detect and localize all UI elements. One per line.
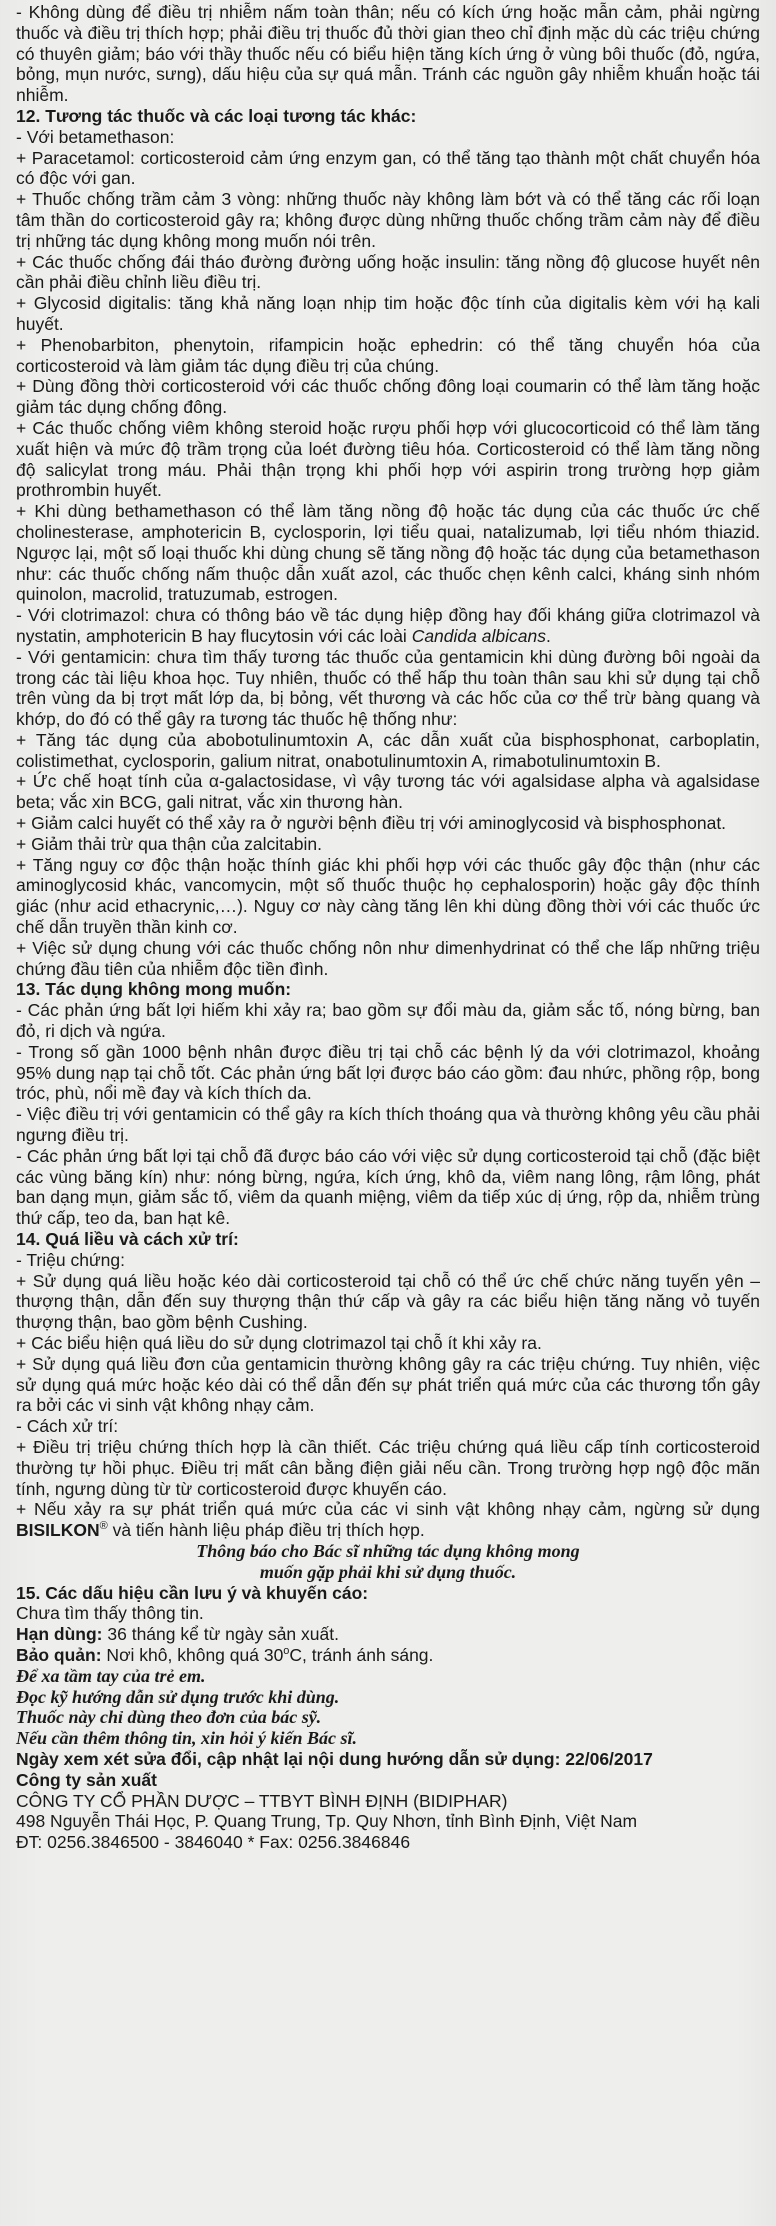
warning-line: Đọc kỹ hướng dẫn sử dụng trước khi dùng. (16, 1686, 340, 1707)
storage-value: Nơi khô, không quá 30 (101, 1644, 284, 1665)
shelf-life-value: 36 tháng kể từ ngày sản xuất. (102, 1624, 339, 1645)
sec12-item: - Với betamethason: (16, 126, 175, 147)
sec13-item: - Việc điều trị với gentamicin có thể gây ra kích thích thoáng qua và thường không yêu cầu phải ngưng điều trị. (16, 1104, 760, 1146)
doctor-notice-line: muốn gặp phải khi sử dụng thuốc. (259, 1561, 517, 1582)
candida-name: Candida albicans (411, 625, 546, 646)
registered-mark: ® (99, 1520, 108, 1533)
sec12-item: + Giảm calci huyết có thể xảy ra ở người bệnh điều trị với aminoglycosid và bisphosphonat. (16, 813, 727, 834)
sec12-item: + Glycosid digitalis: tăng khả năng loạn nhịp tim hoặc độc tính của digitalis kèm với hạ kali huyết. (16, 293, 760, 334)
sec14-item: + Điều trị triệu chứng thích hợp là cần thiết. Các triệu chứng quá liều cấp tính corticosteroid thường tự hồi phục. Điều trị mất cân bằng điện giải nếu cần. Trong trường hợp ngộ độc mãn tính, ngưng dùng từ từ corticosteroid được khuyến cáo. (16, 1436, 760, 1499)
sec12-item: + Thuốc chống trầm cảm 3 vòng: những thuốc này không làm bớt và có thể tăng các rối loạn tâm thần do corticosteroid gây ra; không được dùng những thuốc chống trầm cảm này để điều trị những tác dụng không mong muốn nói trên. (16, 189, 760, 251)
sec14-item: + Sử dụng quá liều hoặc kéo dài corticosteroid tại chỗ có thể ức chế chức năng tuyến yên – thượng thận, dẫn đến suy thượng thận thứ cấp và gây ra các biểu hiện tăng năng vỏ tuyến thượng thận, bao gồm bệnh Cushing. (16, 1270, 760, 1333)
brand-name: BISILKON (16, 1520, 100, 1541)
sec14-item: - Triệu chứng: (16, 1249, 125, 1270)
doctor-notice-line: Thông báo cho Bác sĩ những tác dụng không mong (196, 1540, 580, 1561)
section-12-title: 12. Tương tác thuốc và các loại tương tác khác: (16, 105, 417, 126)
storage (16, 1645, 760, 1666)
section-15-title: 15. Các dấu hiệu cần lưu ý và khuyến cáo: (16, 1582, 369, 1603)
sec13-item: - Các phản ứng bất lợi hiếm khi xảy ra; bao gồm sự đổi màu da, giảm sắc tố, nóng bừng, ban đỏ, ri dịch và ngứa. (16, 1000, 760, 1042)
sec14-item: + Sử dụng quá liều đơn của gentamicin thường không gây ra các triệu chứng. Tuy nhiên, việc sử dụng quá mức hoặc kéo dài có thể dẫn đến sự phát triển quá mức của các thương tổn gây ra bởi các vi sinh vật không nhạy cảm. (16, 1353, 760, 1416)
sec12-item: + Dùng đồng thời corticosteroid với các thuốc chống đông loại coumarin có thể làm tăng hoặc giảm tác dụng chống đông. (16, 376, 760, 418)
warning-line: Để xa tầm tay của trẻ em. (16, 1665, 206, 1686)
section-14-title: 14. Quá liều và cách xử trí: (16, 1229, 239, 1250)
sec12-item: + Khi dùng bethamethason có thể làm tăng nồng độ hoặc tác dụng của các thuốc ức chế cholinesterase, amphotericin B, cyclosporin, lợi tiểu quai, natalizumab, lợi tiểu nhóm thiazid. Ngược lại, một số loại thuốc khi dùng chung sẽ tăng nồng độ hoặc tác dụng của betamethason như: các thuốc chống nấm thuộc dẫn xuất azol, các thuốc chẹn kênh calci, kháng sinh nhóm quinolon, macrolid, tratuzumab, estrogen. (16, 501, 760, 605)
sec12-item: + Các thuốc chống đái tháo đường đường uống hoặc insulin: tăng nồng độ glucose huyết nên cần phải điều chỉnh liều điều trị. (16, 251, 760, 293)
degree-mark: o (283, 1645, 290, 1658)
sec12-item: + Tăng tác dụng của abobotulinumtoxin A, các dẫn xuất của bisphosphonat, carboplatin, colistimethat, cyclosporin, galium nitrat, onabotulinumtoxin A, rimabotulinumtoxin B. (16, 729, 760, 771)
section-13-title: 13. Tác dụng không mong muốn: (16, 979, 292, 1000)
leaflet-content (16, 2, 760, 1853)
sec13-item: - Các phản ứng bất lợi tại chỗ đã được báo cáo với việc sử dụng corticosteroid tại chỗ (đặc biệt các vùng băng kín) như: nóng bừng, ngứa, kích ứng, khô da, viêm nang lông, rậm lông, phát ban dạng mụn, giảm sắc tố, viêm da quanh miệng, viêm da tiếp xúc dị ứng, rộp da, nhiễm trùng thứ cấp, teo da, ban hạt kê. (16, 1145, 760, 1229)
storage-value-end: C, tránh ánh sáng. (289, 1644, 434, 1665)
sec13-item: - Trong số gần 1000 bệnh nhân được điều trị tại chỗ các bệnh lý da với clotrimazol, khoảng 95% dung nạp tại chỗ tốt. Các phản ứng bất lợi được báo cáo gồm: đau nhức, phồng rộp, bong tróc, phù, nổi mề đay và kích thích da. (16, 1041, 760, 1104)
sec12-item: - Với gentamicin: chưa tìm thấy tương tác thuốc của gentamicin khi dùng đường bôi ngoài da trong các tài liệu khoa học. Tuy nhiên, thuốc có thể hấp thu toàn thân sau khi sử dụng tại chỗ trên vùng da bị trợt mất lớp da, bị bỏng, vết thương và các hốc của cơ thể trừ bàng quang và khớp, do đó có thể gây ra tương tác thuốc hệ thống như: (16, 646, 760, 730)
clotrimazol-text: - Với clotrimazol: chưa có thông báo về tác dụng hiệp đồng hay đối kháng giữa clotrimazol và nystatin, amphotericin B hay flucytosin với các loài (16, 605, 760, 646)
intro-paragraph: - Không dùng để điều trị nhiễm nấm toàn thân; nếu có kích ứng hoặc mẫn cảm, phải ngừng thuốc và điều trị thích hợp; phải điều trị thuốc đủ thời gian theo chỉ định mặc dù các triệu chứng có thuyên giảm; báo với thầy thuốc nếu có biểu hiện tăng kích ứng ở vùng bôi thuốc (đỏ, ngứa, bỏng, mụn nước, sưng), dấu hiệu của sự quá mẫn. Tránh các nguồn gây nhiễm khuẩn hoặc tái nhiễm. (16, 2, 760, 106)
sec12-item: + Ức chế hoạt tính của α-galactosidase, vì vậy tương tác với agalsidase alpha và agalsidase beta; vắc xin BCG, gali nitrat, vắc xin thương hàn. (16, 771, 760, 813)
sec12-item: + Giảm thải trừ qua thận của zalcitabin. (16, 833, 322, 854)
storage-label: Bảo quản: (16, 1644, 102, 1665)
warning-line: Thuốc này chỉ dùng theo đơn của bác sỹ. (16, 1707, 322, 1728)
sec12-clotrimazol (16, 605, 760, 647)
manufacturer-name: CÔNG TY CỔ PHẦN DƯỢC – TTBYT BÌNH ĐỊNH (BIDIPHAR) (16, 1790, 508, 1811)
warning-line: Nếu cần thêm thông tin, xin hỏi ý kiến Bác sĩ. (16, 1728, 358, 1749)
manufacturer-address: 498 Nguyễn Thái Học, P. Quang Trung, Tp. Quy Nhơn, tỉnh Bình Định, Việt Nam (16, 1811, 638, 1832)
sec14-item: + Các biểu hiện quá liều do sử dụng clotrimazol tại chỗ ít khi xảy ra. (16, 1333, 542, 1353)
sec14-last-item (16, 1499, 760, 1541)
sec14-item: - Cách xử trí: (16, 1416, 119, 1437)
review-date: Ngày xem xét sửa đổi, cập nhật lại nội dung hướng dẫn sử dụng: 22/06/2017 (16, 1748, 653, 1769)
manufacturer-contact: ĐT: 0256.3846500 - 3846040 * Fax: 0256.3846846 (16, 1832, 411, 1853)
sec15-text: Chưa tìm thấy thông tin. (16, 1603, 204, 1624)
sec12-item: + Các thuốc chống viêm không steroid hoặc rượu phối hợp với glucocorticoid có thể làm tăng xuất hiện và mức độ trầm trọng của loét đường tiêu hóa. Corticosteroid có thể làm tăng nồng độ salicylat trong máu. Phải thận trọng khi phối hợp với aspirin trong trường hợp giảm prothrombin huyết. (16, 417, 760, 501)
shelf-life (16, 1624, 760, 1645)
clotrimazol-end: . (545, 625, 551, 646)
sec12-item: + Tăng nguy cơ độc thận hoặc thính giác khi phối hợp với các thuốc gây độc thận (như các aminoglycosid khác, vancomycin, một số thuốc thuộc họ cephalosporin) hoặc gây độc thính giác (như acid ethacrynic,…). Nguy cơ này càng tăng lên khi dùng đồng thời với các thuốc ức chế dẫn truyền thần kinh cơ. (16, 854, 760, 938)
sec12-item: + Việc sử dụng chung với các thuốc chống nôn như dimenhydrinat có thể che lấp những triệu chứng đầu tiên của nhiễm độc tiền đình. (16, 937, 760, 979)
sec14-last-end: và tiến hành liệu pháp điều trị thích hợp. (107, 1520, 425, 1541)
sec14-last-text: + Nếu xảy ra sự phát triển quá mức của các vi sinh vật không nhạy cảm, ngừng sử dụng (16, 1499, 760, 1520)
shelf-life-label: Hạn dùng: (16, 1624, 103, 1645)
sec12-item: + Phenobarbiton, phenytoin, rifampicin hoặc ephedrin: có thể tăng chuyển hóa của corticosteroid và làm giảm tác dụng điều trị của chúng. (16, 334, 760, 376)
sec12-item: + Paracetamol: corticosteroid cảm ứng enzym gan, có thể tăng tạo thành một chất chuyển hóa có độc với gan. (16, 147, 760, 189)
manufacturer-heading: Công ty sản xuất (16, 1769, 157, 1790)
